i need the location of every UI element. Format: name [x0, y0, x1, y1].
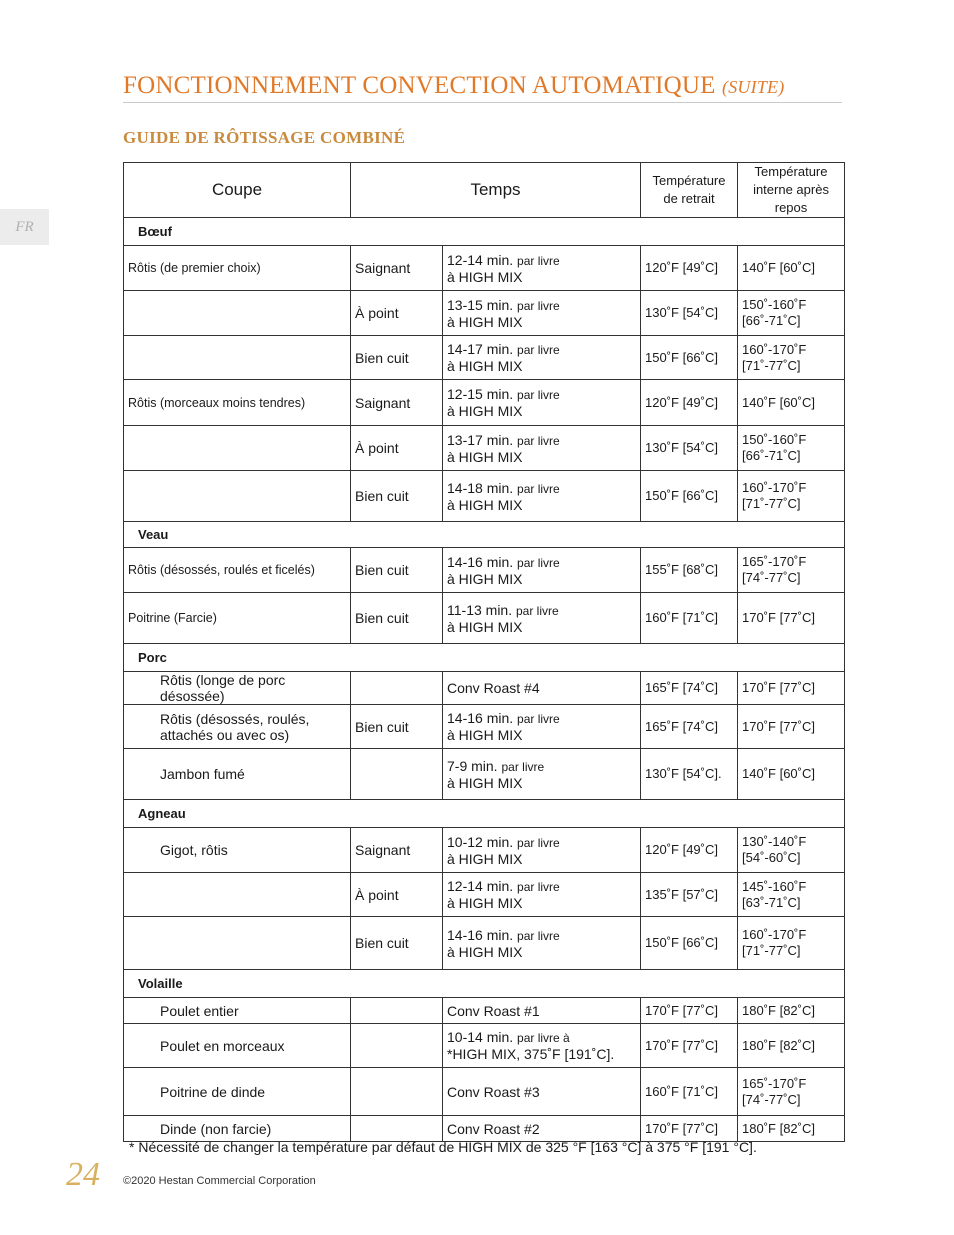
page-title: [123, 72, 842, 103]
table-row: [124, 828, 845, 873]
cell-doneness: Bien cuit: [351, 336, 443, 380]
cell-pull-temp: 170˚F [77˚C]: [641, 1024, 738, 1068]
cell-time: [443, 593, 641, 644]
cell-rest-temp: 140˚F [60˚C]: [738, 749, 845, 800]
cell-rest-temp: 180˚F [82˚C]: [738, 1116, 845, 1142]
cell-rest-temp: 165˚-170˚F [74˚-77˚C]: [738, 548, 845, 593]
cell-time: [443, 471, 641, 522]
cell-time: [443, 291, 641, 336]
time-unit: par livre: [517, 388, 560, 402]
cell-cut: [124, 426, 351, 471]
category-label: Volaille: [124, 970, 845, 998]
header-cut: Coupe: [124, 163, 351, 218]
time-value: 12-14 min.: [447, 251, 514, 268]
time-mode: à HIGH MIX: [447, 850, 523, 867]
time-unit: par livre: [517, 343, 560, 357]
cell-rest-temp: 160˚-170˚F [71˚-77˚C]: [738, 336, 845, 380]
cell-cut: Poitrine de dinde: [124, 1068, 351, 1116]
category-label: Agneau: [124, 800, 845, 828]
cell-pull-temp: 130˚F [54˚C]: [641, 426, 738, 471]
cell-time: [443, 336, 641, 380]
time-value: 14-16 min.: [447, 710, 514, 726]
time-mode: à HIGH MIX: [447, 774, 523, 791]
cell-doneness: [351, 1068, 443, 1116]
table-row: [124, 998, 845, 1024]
table-row: [124, 471, 845, 522]
cell-cut: Poulet entier: [124, 998, 351, 1024]
time-value: Conv Roast #3: [447, 1083, 540, 1100]
cell-rest-temp: 170˚F [77˚C]: [738, 705, 845, 749]
cell-pull-temp: 120˚F [49˚C]: [641, 246, 738, 291]
time-mode: à HIGH MIX: [447, 268, 523, 285]
cell-pull-temp: 165˚F [74˚C]: [641, 672, 738, 705]
cell-cut: Rôtis (désossés, roulés, attachés ou avec os): [124, 705, 351, 749]
table-row: [124, 336, 845, 380]
cell-cut: [124, 917, 351, 970]
time-mode: à HIGH MIX: [447, 943, 523, 960]
cell-rest-temp: 180˚F [82˚C]: [738, 1024, 845, 1068]
time-unit: par livre à: [517, 1031, 570, 1045]
cell-pull-temp: 160˚F [71˚C]: [641, 593, 738, 644]
table-header-row: [124, 163, 845, 218]
cell-rest-temp: 170˚F [77˚C]: [738, 593, 845, 644]
time-value: Conv Roast #1: [447, 1002, 540, 1019]
cell-pull-temp: 165˚F [74˚C]: [641, 705, 738, 749]
cell-time: [443, 672, 641, 705]
cell-cut: [124, 291, 351, 336]
time-mode: à HIGH MIX: [447, 448, 523, 465]
table-row: [124, 672, 845, 705]
page-title-text: FONCTIONNEMENT CONVECTION AUTOMATIQUE: [123, 72, 716, 99]
copyright: ©2020 Hestan Commercial Corporation: [123, 1175, 316, 1187]
cell-cut: Poulet en morceaux: [124, 1024, 351, 1068]
category-row: [124, 644, 845, 672]
cell-time: [443, 1024, 641, 1068]
time-unit: par livre: [517, 928, 560, 943]
cell-cut: Gigot, rôtis: [124, 828, 351, 873]
cell-pull-temp: 130˚F [54˚C]: [641, 291, 738, 336]
cell-pull-temp: 120˚F [49˚C]: [641, 380, 738, 426]
time-value: Conv Roast #2: [447, 1120, 540, 1137]
time-value: Conv Roast #4: [447, 680, 540, 696]
cell-doneness: Bien cuit: [351, 917, 443, 970]
cell-cut: Rôtis (de premier choix): [124, 246, 351, 291]
time-unit: par livre: [517, 253, 560, 268]
cell-pull-temp: 150˚F [66˚C]: [641, 471, 738, 522]
cell-pull-temp: 170˚F [77˚C]: [641, 998, 738, 1024]
cell-doneness: [351, 998, 443, 1024]
cell-doneness: Bien cuit: [351, 548, 443, 593]
header-time: Temps: [351, 163, 641, 218]
cell-doneness: À point: [351, 426, 443, 471]
category-row: [124, 970, 845, 998]
page-number: 24: [66, 1156, 100, 1193]
time-unit: par livre: [517, 712, 560, 726]
category-row: [124, 218, 845, 246]
table-row: [124, 246, 845, 291]
cell-time: [443, 705, 641, 749]
time-value: 14-16 min.: [447, 926, 514, 943]
cell-pull-temp: 135˚F [57˚C]: [641, 873, 738, 917]
time-value: 12-14 min.: [447, 878, 514, 894]
time-value: 10-14 min.: [447, 1029, 514, 1045]
time-unit: par livre: [517, 298, 560, 313]
cell-time: [443, 828, 641, 873]
table-row: [124, 917, 845, 970]
header-rest-temp: Température interne après repos: [738, 163, 845, 218]
cell-pull-temp: 120˚F [49˚C]: [641, 828, 738, 873]
cell-pull-temp: 155˚F [68˚C]: [641, 548, 738, 593]
cell-doneness: [351, 749, 443, 800]
cell-doneness: Bien cuit: [351, 593, 443, 644]
cell-time: [443, 1116, 641, 1142]
time-value: 12-15 min.: [447, 386, 514, 402]
cell-doneness: [351, 1024, 443, 1068]
cell-cut: [124, 471, 351, 522]
time-unit: par livre: [517, 433, 560, 448]
time-value: 7-9 min.: [447, 757, 498, 774]
time-mode: à HIGH MIX: [447, 313, 523, 330]
cell-pull-temp: 150˚F [66˚C]: [641, 917, 738, 970]
time-unit: par livre: [501, 759, 545, 774]
cell-rest-temp: 150˚-160˚F [66˚-71˚C]: [738, 426, 845, 471]
table-row: [124, 1068, 845, 1116]
cell-time: [443, 380, 641, 426]
time-value: 11-13 min.: [447, 601, 513, 618]
cell-pull-temp: 160˚F [71˚C]: [641, 1068, 738, 1116]
cell-time: [443, 998, 641, 1024]
cell-time: [443, 1068, 641, 1116]
time-unit: par livre: [516, 603, 559, 618]
cell-doneness: [351, 672, 443, 705]
time-mode: à HIGH MIX: [447, 895, 523, 911]
section-title: GUIDE DE RÔTISSAGE COMBINÉ: [123, 128, 406, 147]
time-unit: par livre: [517, 880, 560, 894]
table-row: [124, 548, 845, 593]
time-value: 13-17 min.: [447, 431, 514, 448]
table-body: [124, 218, 845, 1142]
cell-doneness: Saignant: [351, 246, 443, 291]
cell-rest-temp: 150˚-160˚F [66˚-71˚C]: [738, 291, 845, 336]
category-label: Porc: [124, 644, 845, 672]
language-tab: FR: [0, 209, 49, 245]
category-label: Bœuf: [124, 218, 845, 246]
cell-cut: [124, 336, 351, 380]
cell-doneness: À point: [351, 291, 443, 336]
cell-rest-temp: 130˚-140˚F [54˚-60˚C]: [738, 828, 845, 873]
cell-time: [443, 426, 641, 471]
table-row: [124, 593, 845, 644]
cell-rest-temp: 140˚F [60˚C]: [738, 380, 845, 426]
time-mode: à HIGH MIX: [447, 496, 523, 513]
cell-cut: Poitrine (Farcie): [124, 593, 351, 644]
time-mode: à HIGH MIX: [447, 570, 523, 587]
time-value: 10-12 min.: [447, 833, 514, 850]
time-value: 14-18 min.: [447, 479, 514, 496]
cell-rest-temp: 170˚F [77˚C]: [738, 672, 845, 705]
category-row: [124, 800, 845, 828]
cell-rest-temp: 140˚F [60˚C]: [738, 246, 845, 291]
header-pull-temp: Température de retrait: [641, 163, 738, 218]
time-mode: à HIGH MIX: [447, 403, 523, 419]
time-unit: par livre: [517, 555, 560, 570]
table-row: [124, 873, 845, 917]
cell-time: [443, 548, 641, 593]
cell-pull-temp: 130˚F [54˚C].: [641, 749, 738, 800]
cell-time: [443, 917, 641, 970]
cell-pull-temp: 150˚F [66˚C]: [641, 336, 738, 380]
table-row: [124, 749, 845, 800]
cell-doneness: À point: [351, 873, 443, 917]
cell-cut: Dinde (non farcie): [124, 1116, 351, 1142]
time-value: 14-17 min.: [447, 341, 514, 357]
cell-rest-temp: 165˚-170˚F [74˚-77˚C]: [738, 1068, 845, 1116]
time-mode: à HIGH MIX: [447, 618, 523, 635]
time-value: 13-15 min.: [447, 296, 514, 313]
time-unit: par livre: [517, 481, 560, 496]
cell-cut: Rôtis (longe de porc désossée): [124, 672, 351, 705]
cell-time: [443, 246, 641, 291]
page-title-suffix: (SUITE): [722, 77, 785, 97]
category-row: [124, 522, 845, 548]
cell-rest-temp: 145˚-160˚F [63˚-71˚C]: [738, 873, 845, 917]
cell-doneness: Bien cuit: [351, 705, 443, 749]
cell-time: [443, 749, 641, 800]
table-row: [124, 1116, 845, 1142]
table-row: [124, 426, 845, 471]
cell-cut: Rôtis (morceaux moins tendres): [124, 380, 351, 426]
cell-rest-temp: 180˚F [82˚C]: [738, 998, 845, 1024]
cell-time: [443, 873, 641, 917]
table-row: [124, 380, 845, 426]
cell-cut: Rôtis (désossés, roulés et ficelés): [124, 548, 351, 593]
time-unit: par livre: [517, 835, 560, 850]
time-value: 14-16 min.: [447, 553, 514, 570]
table-row: [124, 705, 845, 749]
footnote: * Nécessité de changer la température par défaut de HIGH MIX de 325 °F [163 °C] à 375 °F [191 °C].: [129, 1139, 757, 1155]
cell-doneness: Saignant: [351, 380, 443, 426]
cell-cut: Jambon fumé: [124, 749, 351, 800]
cell-rest-temp: 160˚-170˚F [71˚-77˚C]: [738, 917, 845, 970]
table-row: [124, 1024, 845, 1068]
cell-cut: [124, 873, 351, 917]
time-mode: *HIGH MIX, 375˚F [191˚C].: [447, 1046, 615, 1062]
time-mode: à HIGH MIX: [447, 358, 523, 374]
cell-doneness: [351, 1116, 443, 1142]
cell-rest-temp: 160˚-170˚F [71˚-77˚C]: [738, 471, 845, 522]
cell-doneness: Bien cuit: [351, 471, 443, 522]
time-mode: à HIGH MIX: [447, 727, 523, 743]
cell-pull-temp: 170˚F [77˚C]: [641, 1116, 738, 1142]
category-label: Veau: [124, 522, 845, 548]
table-row: [124, 291, 845, 336]
cell-doneness: Saignant: [351, 828, 443, 873]
roasting-guide-table: [123, 162, 845, 1142]
